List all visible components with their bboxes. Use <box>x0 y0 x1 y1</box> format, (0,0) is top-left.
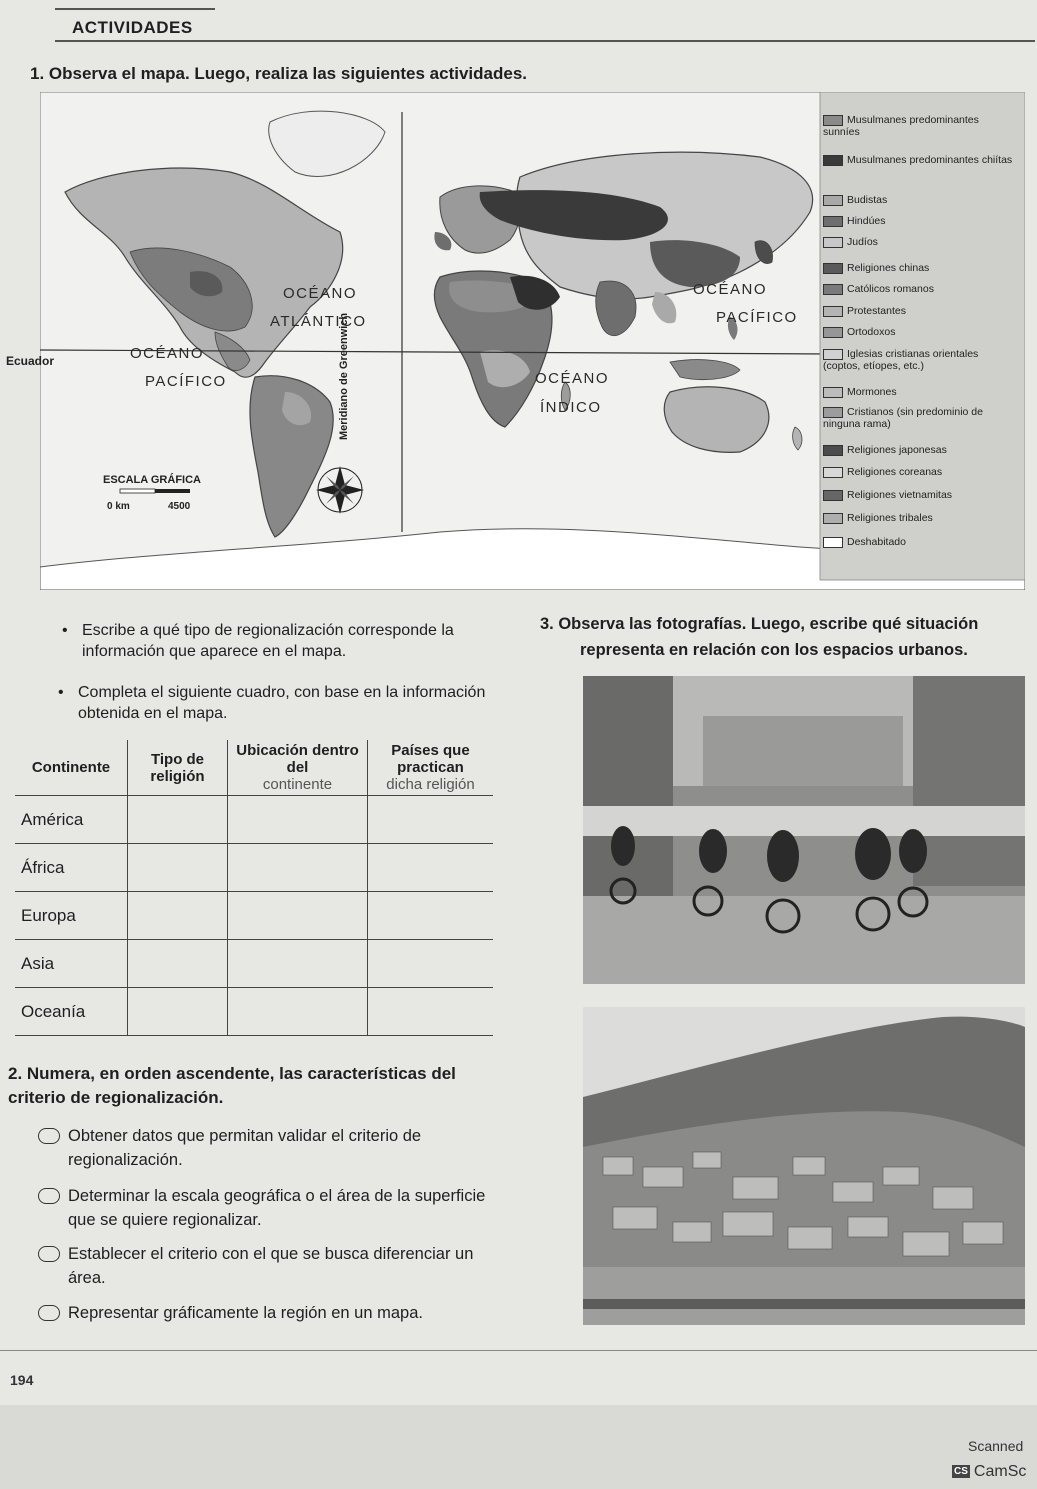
legend-label: Religiones japonesas <box>847 444 947 456</box>
legend-swatch <box>823 263 843 274</box>
legend-label: Ortodoxos <box>847 326 896 338</box>
legend-swatch <box>823 327 843 338</box>
table-header-row <box>15 740 493 796</box>
map-label-meridian: Meridiano de Greenwich <box>338 312 350 440</box>
legend-swatch <box>823 467 843 478</box>
page-bottom-rule <box>0 1350 1037 1351</box>
continent-cell: América <box>15 796 128 844</box>
legend-swatch <box>823 195 843 206</box>
header-countries-text: Países que practican <box>391 742 470 776</box>
table-row <box>15 988 493 1036</box>
legend-item <box>823 386 1015 398</box>
legend-item <box>823 489 1015 501</box>
legend-item <box>823 215 1015 227</box>
answer-cell[interactable] <box>368 988 494 1036</box>
legend-label: Protestantes <box>847 305 906 317</box>
legend-label: Mormones <box>847 386 897 398</box>
header-top-line <box>55 8 215 10</box>
map-label-indian-1: OCÉANO <box>535 370 610 387</box>
option-text: Representar gráficamente la región en un mapa. <box>68 1304 423 1322</box>
answer-cell[interactable] <box>368 892 494 940</box>
table-row <box>15 940 493 988</box>
legend-swatch <box>823 237 843 248</box>
option-text: Obtener datos que permitan validar el criterio de regionalización. <box>68 1127 422 1169</box>
table-row <box>15 796 493 844</box>
order-blank-1[interactable] <box>38 1128 60 1144</box>
legend-label: Cristianos (sin predominio de ninguna rama) <box>823 406 983 430</box>
map-label-indian-2: ÍNDICO <box>540 399 602 416</box>
answer-cell[interactable] <box>128 988 228 1036</box>
section-header: ACTIVIDADES <box>72 18 193 37</box>
header-location <box>228 740 368 796</box>
legend-item <box>823 348 1015 372</box>
legend-item <box>823 466 1015 478</box>
bullet-text: Completa el siguiente cuadro, con base en la información obtenida en el mapa. <box>78 684 486 722</box>
legend-label: Religiones chinas <box>847 262 930 274</box>
map-label-atlantic-2: ATLÁNTICO <box>270 313 367 330</box>
religion-table <box>15 740 493 1036</box>
question-1-title: 1. Observa el mapa. Luego, realiza las siguientes actividades. <box>30 64 527 83</box>
map-legend <box>823 98 1018 578</box>
header-continent: Continente <box>15 740 128 796</box>
map-label-pacific-left-2: PACÍFICO <box>145 373 227 390</box>
scale-zero: 0 km <box>107 501 130 512</box>
order-blank-3[interactable] <box>38 1246 60 1262</box>
header-rule <box>55 40 1035 42</box>
legend-swatch <box>823 284 843 295</box>
legend-swatch <box>823 387 843 398</box>
bullet-text: Escribe a qué tipo de regionalización corresponde la información que aparece en el mapa. <box>82 622 454 660</box>
continent-cell: Oceanía <box>15 988 128 1036</box>
legend-label: Religiones tribales <box>847 512 933 524</box>
camscanner-logo-icon: CS <box>954 1466 968 1478</box>
legend-label: Iglesias cristianas orientales (coptos, etíopes, etc.) <box>823 348 979 372</box>
photo-cyclists <box>583 676 1025 984</box>
legend-item <box>823 326 1015 338</box>
answer-cell[interactable] <box>368 940 494 988</box>
table-row <box>15 844 493 892</box>
legend-swatch <box>823 306 843 317</box>
answer-cell[interactable] <box>228 796 368 844</box>
legend-label: Budistas <box>847 194 888 206</box>
legend-label: Musulmanes predominantes sunníes <box>823 114 979 138</box>
answer-cell[interactable] <box>368 796 494 844</box>
legend-swatch <box>823 115 843 126</box>
bullet-dot: • <box>62 622 68 639</box>
header-countries-light: dicha religión <box>386 776 475 793</box>
legend-item <box>823 536 1015 548</box>
legend-swatch <box>823 349 843 360</box>
legend-item <box>823 283 1015 295</box>
legend-label: Deshabitado <box>847 536 906 548</box>
option-2 <box>40 1184 505 1232</box>
scanner-brand-text: CamSc <box>973 1463 1027 1480</box>
answer-cell[interactable] <box>228 844 368 892</box>
legend-swatch <box>823 513 843 524</box>
legend-label: Religiones coreanas <box>847 466 943 478</box>
answer-cell[interactable] <box>228 988 368 1036</box>
question-3-title-line2: representa en relación con los espacios urbanos. <box>580 641 968 659</box>
answer-cell[interactable] <box>128 796 228 844</box>
bullet-regionalization <box>62 620 512 662</box>
legend-item <box>823 406 1015 430</box>
option-text: Determinar la escala geográfica o el área de la superficie que se quiere regionalizar. <box>68 1187 486 1229</box>
map-label-ecuador: Ecuador <box>6 354 55 368</box>
scale-title: ESCALA GRÁFICA <box>103 474 201 486</box>
legend-label: Musulmanes predominantes chiítas <box>847 154 1013 166</box>
legend-item <box>823 512 1015 524</box>
legend-swatch <box>823 155 843 166</box>
legend-item <box>823 114 1015 138</box>
continent-cell: Europa <box>15 892 128 940</box>
legend-item <box>823 236 1015 248</box>
scale-max: 4500 <box>168 501 191 512</box>
header-religion: Tipo de religión <box>128 740 228 796</box>
order-blank-4[interactable] <box>38 1305 60 1321</box>
map-label-pacific-right-2: PACÍFICO <box>716 309 798 326</box>
legend-item <box>823 194 1015 206</box>
legend-item <box>823 305 1015 317</box>
legend-item <box>823 262 1015 274</box>
map-label-pacific-right-1: OCÉANO <box>693 281 768 298</box>
scanner-brand <box>952 1463 1026 1481</box>
legend-label: Judíos <box>847 236 878 248</box>
header-location-text: Ubicación dentro del <box>236 742 359 776</box>
legend-item <box>823 154 1015 166</box>
legend-swatch <box>823 445 843 456</box>
continent-cell: África <box>15 844 128 892</box>
legend-item <box>823 444 1015 456</box>
order-blank-2[interactable] <box>38 1188 60 1204</box>
answer-cell[interactable] <box>128 940 228 988</box>
legend-swatch <box>823 537 843 548</box>
option-text: Establecer el criterio con el que se busca diferenciar un área. <box>68 1245 474 1287</box>
bullet-dot: • <box>58 684 64 701</box>
answer-cell[interactable] <box>128 892 228 940</box>
option-1 <box>40 1124 505 1172</box>
answer-cell[interactable] <box>128 844 228 892</box>
answer-cell[interactable] <box>368 844 494 892</box>
question-3-title-line1: 3. Observa las fotografías. Luego, escribe qué situación <box>540 615 979 633</box>
scanner-watermark: Scanned <box>968 1438 1024 1454</box>
header-countries <box>368 740 494 796</box>
legend-swatch <box>823 407 843 418</box>
map-label-atlantic-1: OCÉANO <box>283 285 358 302</box>
option-4 <box>40 1301 505 1325</box>
header-location-light: continente <box>262 776 333 793</box>
legend-label: Religiones vietnamitas <box>847 489 953 501</box>
bullet-complete-table <box>58 682 508 724</box>
page-number: 194 <box>10 1372 34 1388</box>
legend-label: Hindúes <box>847 215 886 227</box>
photo-hillside-settlement <box>583 1007 1025 1325</box>
legend-label: Católicos romanos <box>847 283 934 295</box>
answer-cell[interactable] <box>228 892 368 940</box>
legend-swatch <box>823 216 843 227</box>
question-2-title: 2. Numera, en orden ascendente, las características del criterio de regionalización. <box>8 1064 456 1107</box>
map-label-pacific-left-1: OCÉANO <box>130 345 205 362</box>
legend-swatch <box>823 490 843 501</box>
continent-cell: Asia <box>15 940 128 988</box>
option-3 <box>40 1242 505 1290</box>
table-row <box>15 892 493 940</box>
answer-cell[interactable] <box>228 940 368 988</box>
